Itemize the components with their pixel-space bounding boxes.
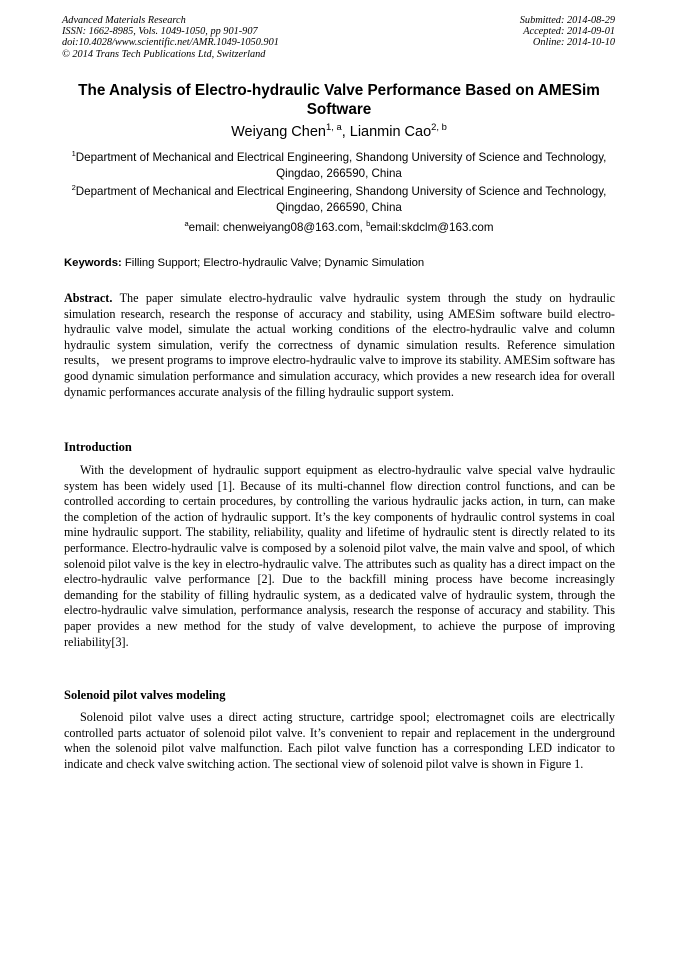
affiliation-2 <box>70 184 608 215</box>
affiliation-2-text: Department of Mechanical and Electrical Engineering, Shandong University of Science and Technology, Qingdao, 266590, China <box>75 185 607 214</box>
affiliation-1 <box>70 150 608 181</box>
author-line <box>60 123 618 141</box>
abstract-label: Abstract. <box>64 291 113 305</box>
abstract-text: The paper simulate electro-hydraulic valve hydraulic system through the study on hydraulic simulation research, research the response of accuracy and stability, using AMESim software build electro-hydraulic valve model, simulate the actual working conditions of the electro-hydraulic valve and column hydraulic system simulation, verify the correctness of dynamic simulation results. Reference simulation results， we present programs to improve electro-hydraulic valve to improve its stability. AMESim software has good dynamic simulation performance and simulation accuracy, which provides a new research idea for overall dynamic performances accurate analysis of the filling hydraulic support system. <box>64 291 615 399</box>
author-2-affil-mark: 2, b <box>431 121 447 133</box>
online-date: Online: 2014-10-10 <box>532 37 615 49</box>
email-a: email: chenweiyang08@163.com, <box>188 221 367 234</box>
email-b-mark: b <box>366 219 371 229</box>
abstract <box>64 291 615 400</box>
author-1-name: Weiyang Chen <box>231 124 326 140</box>
author-separator: , <box>341 124 350 140</box>
journal-copyright: © 2014 Trans Tech Publications Ltd, Switzerland <box>62 48 266 60</box>
author-2-name: Lianmin Cao <box>349 124 432 140</box>
solenoid-section-heading: Solenoid pilot valves modeling <box>64 688 226 702</box>
keywords-label: Keywords: <box>64 257 122 269</box>
affiliation-1-mark: 1 <box>71 149 76 159</box>
submitted-date: Submitted: 2014-08-29 <box>519 15 615 26</box>
keywords-text: Filling Support; Electro-hydraulic Valve; Dynamic Simulation <box>121 257 425 269</box>
email-a-mark: a <box>184 219 189 229</box>
submission-dates <box>520 15 615 49</box>
paper-title: The Analysis of Electro-hydraulic Valve Performance Based on AMESim Software <box>78 82 600 118</box>
accepted-date: Accepted: 2014-09-01 <box>523 26 615 38</box>
journal-issn: ISSN: 1662-8985, Vols. 1049-1050, pp 901-907 <box>62 26 258 38</box>
introduction-paragraph: With the development of hydraulic support equipment as electro-hydraulic valve special valve hydraulic system has been widely used [1]. Because of its multi-channel flow direction control functions, and can be controlled according to certain procedures, by controlling the various hydraulic jacks action, in turn, can make the completion of the action of hydraulic support. It’s the key components of hydraulic control systems in coal mine hydraulic support. The stability, reliability, quality and lifetime of hydraulic stent is directly related to its performance. Electro-hydraulic valve is composed by a solenoid pilot valve, the main valve and spool, of which solenoid pilot valve is the key in electro-hydraulic valve. The attributes such as quality has a direct impact on the electro-hydraulic valve performance [2]. Due to the backfill mining process have become increasingly demanding for the stability of filling hydraulic system, as a dedicated valve of hydraulic system, through the electro-hydraulic valve simulation, performance analysis, research the response of accuracy and stability. This paper provides a new method for the study of valve development, to achieve the purpose of improving reliability[3]. <box>64 463 615 649</box>
author-emails <box>60 220 618 235</box>
journal-doi: doi:10.4028/www.scientific.net/AMR.1049-1050.901 <box>62 37 279 49</box>
author-1-affil-mark: 1, a <box>325 121 342 133</box>
keywords <box>64 256 616 271</box>
journal-info <box>62 15 279 60</box>
affiliation-2-mark: 2 <box>71 183 76 193</box>
email-b: email:skdclm@163.com <box>370 221 494 234</box>
introduction-heading: Introduction <box>64 440 132 454</box>
affiliation-1-text: Department of Mechanical and Electrical Engineering, Shandong University of Science and Technology, Qingdao, 266590, China <box>75 151 607 180</box>
journal-name: Advanced Materials Research <box>62 15 186 26</box>
solenoid-section-paragraph: Solenoid pilot valve uses a direct acting structure, cartridge spool; electromagnet coils are electrically controlled parts actuator of solenoid pilot valve. It’s convenient to repair and replacement in the underground when the solenoid pilot valve malfunction. Each pilot valve function has a corresponding LED indicator to indicate and check valve switching action. The sectional view of solenoid pilot valve is shown in Figure 1. <box>64 710 615 771</box>
